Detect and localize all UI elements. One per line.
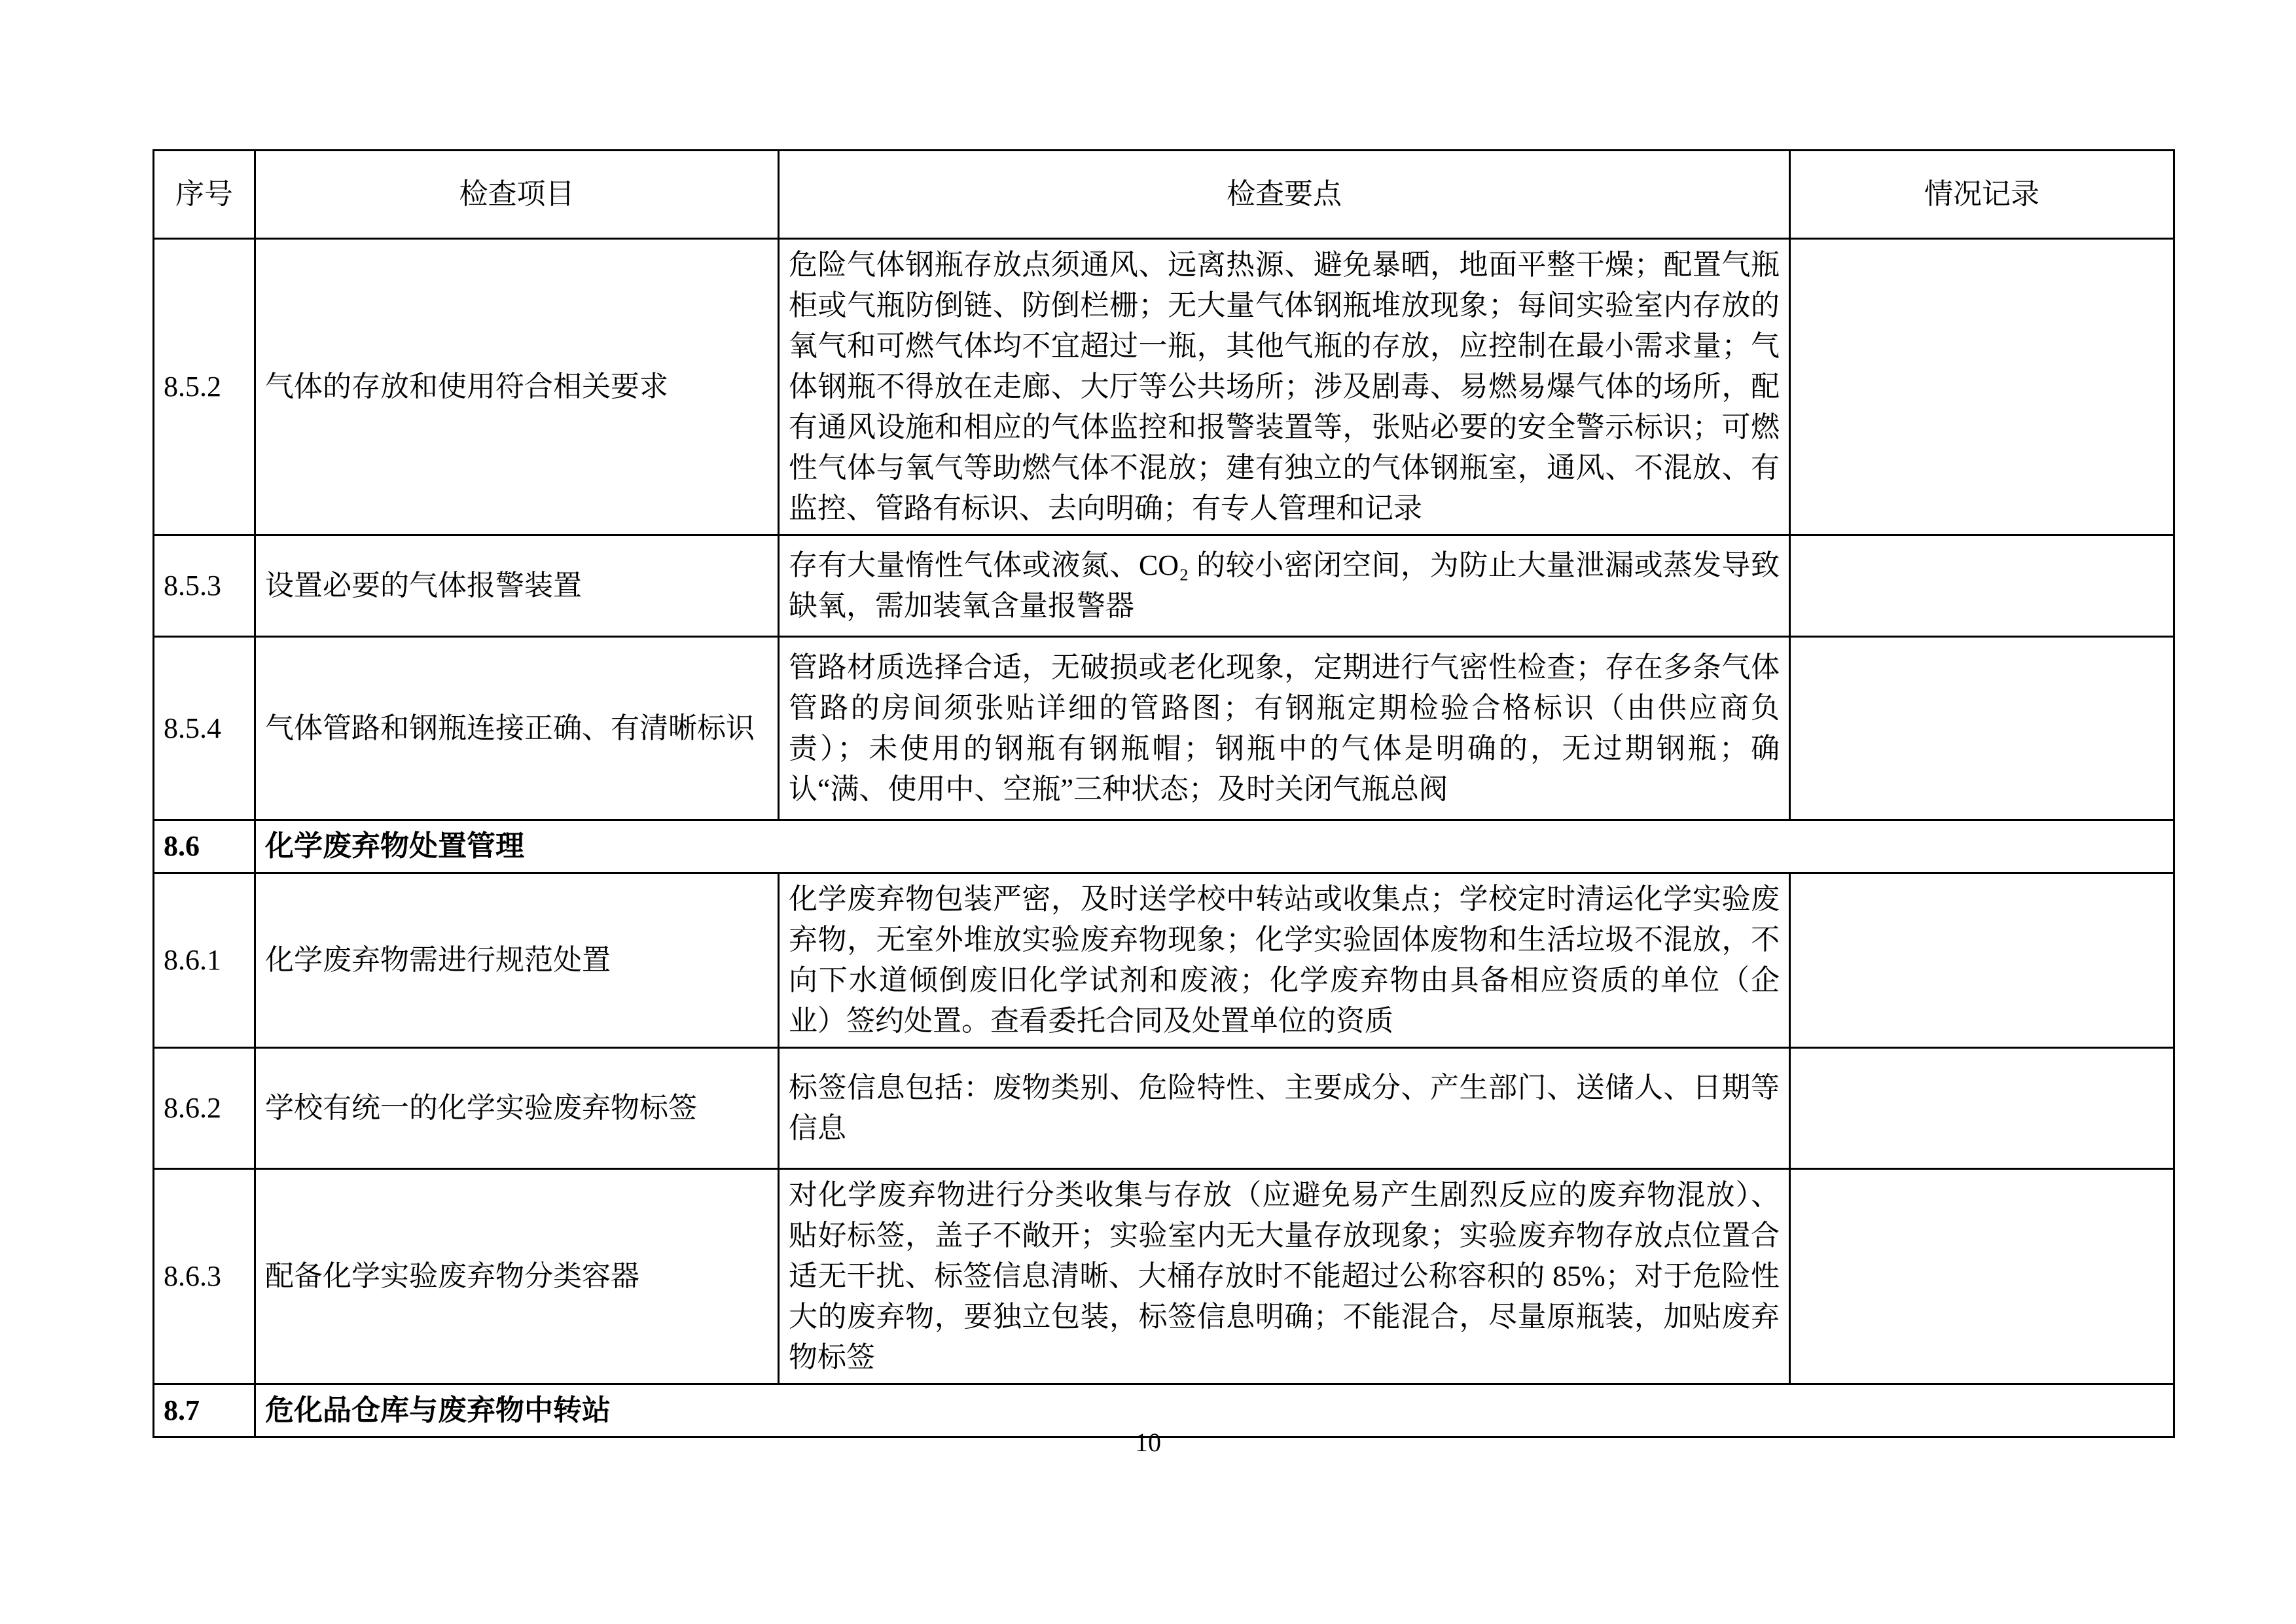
- table-row: [154, 535, 2174, 637]
- item-name: 化学废弃物需进行规范处置: [255, 873, 779, 1048]
- serial-number: 8.5.2: [154, 239, 255, 535]
- record-cell: [1790, 1048, 2174, 1169]
- record-cell: [1790, 873, 2174, 1048]
- table-row: [154, 1169, 2174, 1384]
- header-item: 检查项目: [255, 151, 779, 239]
- serial-number: 8.5.4: [154, 637, 255, 820]
- record-cell: [1790, 239, 2174, 535]
- points-text: 管路材质选择合适，无破损或老化现象，定期进行气密性检查；存在多条气体管路的房间须张贴详细的管路图；有钢瓶定期检验合格标识（由供应商负责）；未使用的钢瓶有钢瓶帽；钢瓶中的气体是明确的，无过期钢瓶；确认“满、使用中、空瓶”三种状态；及时关闭气瓶总阀: [779, 637, 1790, 820]
- record-cell: [1790, 535, 2174, 637]
- points-text: 化学废弃物包装严密，及时送学校中转站或收集点；学校定时清运化学实验废弃物，无室外堆放实验废弃物现象；化学实验固体废物和生活垃圾不混放，不向下水道倾倒废旧化学试剂和废液；化学废弃物由具备相应资质的单位（企业）签约处置。查看委托合同及处置单位的资质: [779, 873, 1790, 1048]
- item-name: 气体的存放和使用符合相关要求: [255, 239, 779, 535]
- header-points: 检查要点: [779, 151, 1790, 239]
- table-row: [154, 637, 2174, 820]
- serial-number: 8.5.3: [154, 535, 255, 637]
- table-row: [154, 1048, 2174, 1169]
- record-cell: [1790, 637, 2174, 820]
- points-text: 标签信息包括：废物类别、危险特性、主要成分、产生部门、送储人、日期等信息: [779, 1048, 1790, 1169]
- section-title: 危化品仓库与废弃物中转站: [255, 1384, 2174, 1437]
- table-row: [154, 239, 2174, 535]
- item-name: 设置必要的气体报警装置: [255, 535, 779, 637]
- record-cell: [1790, 1169, 2174, 1384]
- inspection-table: [152, 149, 2175, 1438]
- item-name: 配备化学实验废弃物分类容器: [255, 1169, 779, 1384]
- points-text: 存有大量惰性气体或液氮、CO₂ 的较小密闭空间，为防止大量泄漏或蒸发导致缺氧，需加装氧含量报警器: [779, 535, 1790, 637]
- section-title: 化学废弃物处置管理: [255, 820, 2174, 873]
- serial-number: 8.6.1: [154, 873, 255, 1048]
- points-text: 危险气体钢瓶存放点须通风、远离热源、避免暴晒，地面平整干燥；配置气瓶柜或气瓶防倒链、防倒栏栅；无大量气体钢瓶堆放现象；每间实验室内存放的氧气和可燃气体均不宜超过一瓶，其他气瓶的存放，应控制在最小需求量；气体钢瓶不得放在走廊、大厅等公共场所；涉及剧毒、易燃易爆气体的场所，配有通风设施和相应的气体监控和报警装置等，张贴必要的安全警示标识；可燃性气体与氧气等助燃气体不混放；建有独立的气体钢瓶室，通风、不混放、有监控、管路有标识、去向明确；有专人管理和记录: [779, 239, 1790, 535]
- header-serial: 序号: [154, 151, 255, 239]
- section-row: [154, 820, 2174, 873]
- item-name: 学校有统一的化学实验废弃物标签: [255, 1048, 779, 1169]
- table-row: [154, 873, 2174, 1048]
- header-row: [154, 151, 2174, 239]
- item-name: 气体管路和钢瓶连接正确、有清晰标识: [255, 637, 779, 820]
- serial-number: 8.6.2: [154, 1048, 255, 1169]
- serial-number: 8.6.3: [154, 1169, 255, 1384]
- section-number: 8.6: [154, 820, 255, 873]
- section-number: 8.7: [154, 1384, 255, 1437]
- points-text: 对化学废弃物进行分类收集与存放（应避免易产生剧烈反应的废弃物混放）、贴好标签，盖子不敞开；实验室内无大量存放现象；实验废弃物存放点位置合适无干扰、标签信息清晰、大桶存放时不能超过公称容积的 85%；对于危险性大的废弃物，要独立包装，标签信息明确；不能混合，尽量原瓶装，加贴废弃物标签: [779, 1169, 1790, 1384]
- page-number: 10: [1135, 1428, 1161, 1457]
- header-record: 情况记录: [1790, 151, 2174, 239]
